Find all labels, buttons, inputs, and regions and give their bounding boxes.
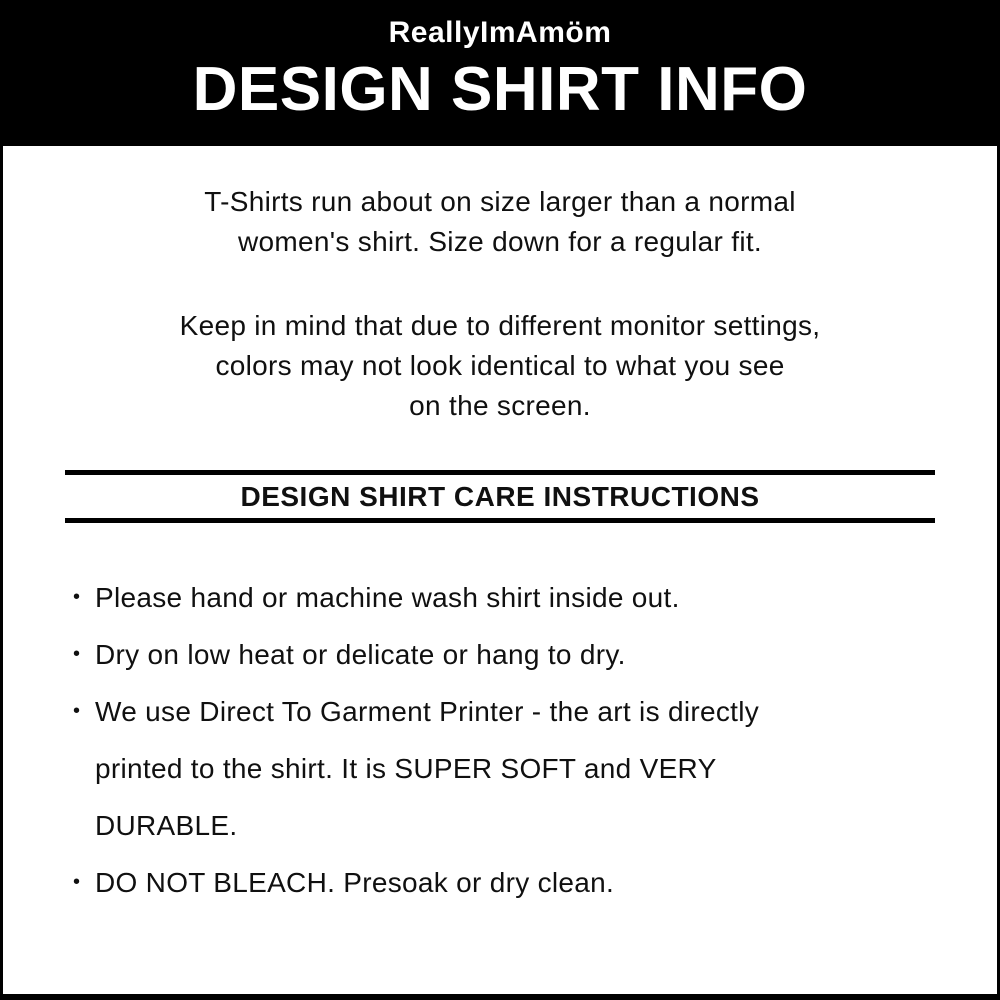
care-section xyxy=(3,470,997,911)
care-instructions-list xyxy=(3,569,997,911)
list-item-line: Please hand or machine wash shirt inside out. xyxy=(95,582,680,613)
monitor-note xyxy=(3,306,997,426)
bullet-icon: • xyxy=(73,643,81,665)
sizing-note xyxy=(3,182,997,262)
list-item xyxy=(73,683,957,854)
list-item-line: Dry on low heat or delicate or hang to dry. xyxy=(95,639,626,670)
list-item-line: printed to the shirt. It is SUPER SOFT and VERY xyxy=(95,753,717,784)
brand-logo: ReallyImAmöm xyxy=(388,16,612,49)
list-item-line: DO NOT BLEACH. Presoak or dry clean. xyxy=(95,867,615,898)
list-item-line: We use Direct To Garment Printer - the art is directly xyxy=(95,696,760,727)
care-heading: DESIGN SHIRT CARE INSTRUCTIONS xyxy=(240,481,760,512)
bullet-icon: • xyxy=(73,871,81,893)
list-item-line: DURABLE. xyxy=(95,810,238,841)
list-item xyxy=(73,569,957,626)
list-item-text xyxy=(95,683,759,854)
list-item xyxy=(73,854,957,911)
monitor-note-line: colors may not look identical to what you see xyxy=(215,350,785,381)
page-title: DESIGN SHIRT INFO xyxy=(192,55,808,124)
bullet-icon: • xyxy=(73,586,81,608)
list-item-text xyxy=(95,569,680,626)
divider-bottom xyxy=(65,518,935,523)
sizing-note-line: women's shirt. Size down for a regular fit. xyxy=(237,226,762,257)
list-item-text xyxy=(95,626,626,683)
list-item xyxy=(73,626,957,683)
sizing-note-line: T-Shirts run about on size larger than a normal xyxy=(204,186,796,217)
content-area xyxy=(3,146,997,994)
intro-section xyxy=(3,146,997,426)
header xyxy=(0,0,1000,146)
bullet-icon: • xyxy=(73,700,81,722)
list-item-text xyxy=(95,854,614,911)
monitor-note-line: on the screen. xyxy=(409,390,591,421)
monitor-note-line: Keep in mind that due to different monitor settings, xyxy=(179,310,821,341)
